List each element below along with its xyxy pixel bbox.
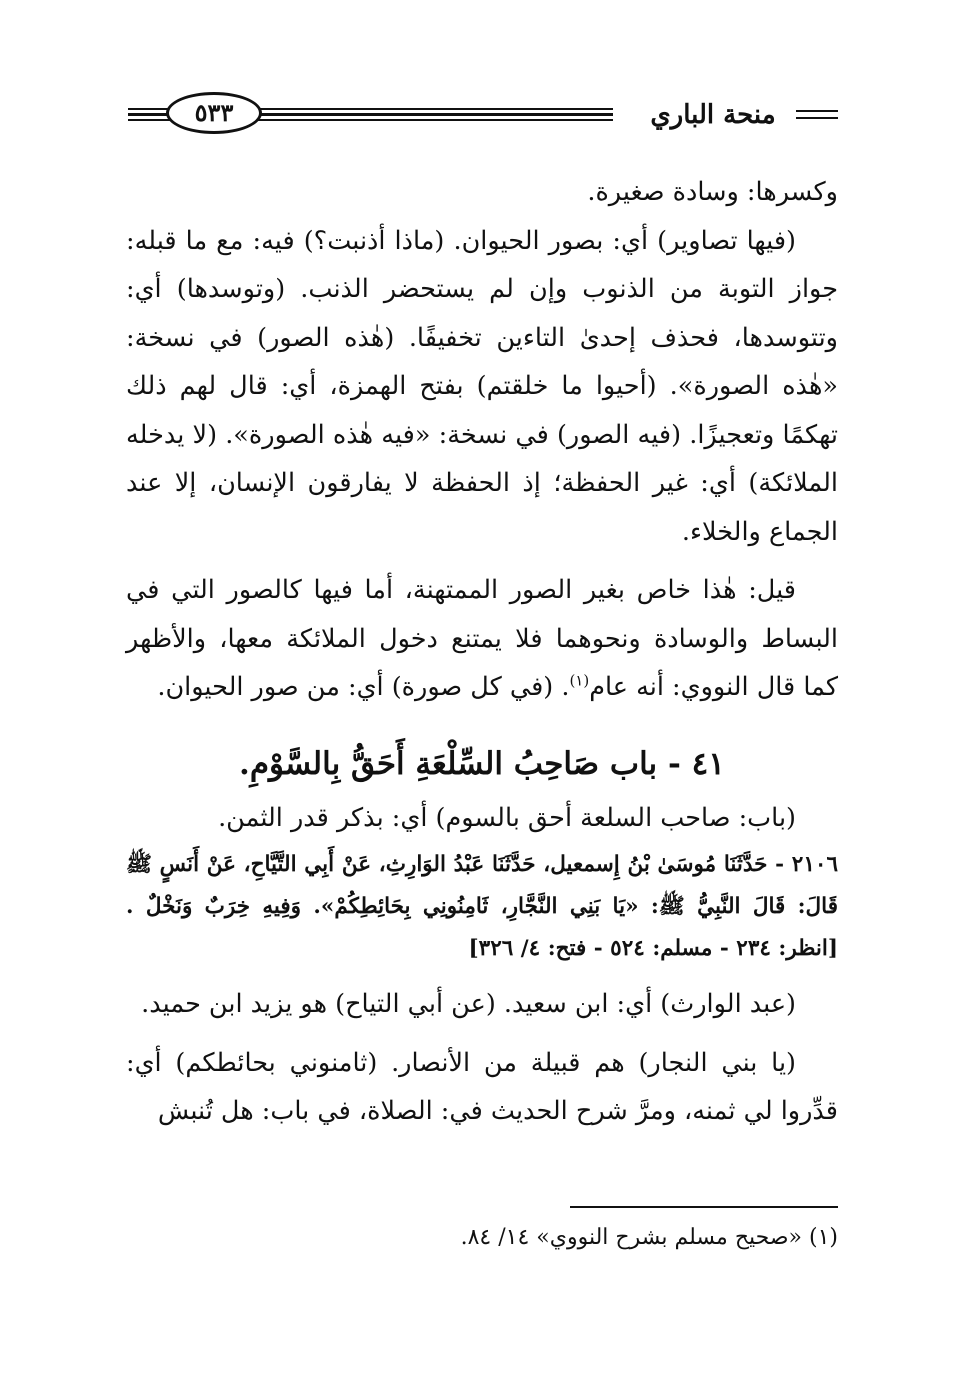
hadith-text: ٢١٠٦ - حَدَّثَنَا مُوسَىٰ بْنُ إِسمعيل، حَدَّثَنَا عَبْدُ الوَارِثِ، عَنْ أَبِي التَّيَّاحِ، عَنْ أَنَسٍ ﷺ قَالَ: قَالَ النَّبِيُّ ﷺ: «يَا بَنِي النَّجَّارِ، ثَامِنُونِي بِحَائِطِكُمْ». وَفِيهِ خِرَبٌ وَنَخْلٌ .[انظر: ٢٣٤ - مسلم: ٥٢٤ - فتح: ٤/ ٣٢٦] [126, 852, 838, 961]
footnote-separator [570, 1206, 838, 1208]
commentary-paragraph: (عبد الوارث) أي: ابن سعيد. (عن أبي التياح) هو يزيد ابن حميد. [141, 989, 796, 1019]
paragraph: قيل: هٰذا خاص بغير الصور الممتهنة، أما فيها كالصور التي في البساط والوسادة ونحوهما فلا يمتنع دخول الملائكة معها، والأظهر كما قال النووي: أنه عام$^{(١)}$. (في كل صورة) أي: من صور الحيوان. [126, 575, 838, 702]
footnote: (١) «صحيح مسلم بشرح النووي» ١٤/ ٨٤. [460, 1225, 838, 1250]
paragraph-text: قيل: هٰذا خاص بغير الصور الممتهنة، أما فيها كالصور التي في البساط والوسادة ونحوهما فلا يمتنع دخول الملائكة معها، والأظهر كما قال النووي: أنه عام [126, 575, 838, 702]
running-title: منحة الباري [650, 100, 776, 130]
paragraph-text: (في كل صورة) أي: من صور الحيوان. [157, 672, 554, 702]
page-number: ٥٣٣ [166, 92, 262, 134]
bab-explanation: (باب: صاحب السلعة أحق بالسوم) أي: بذكر قدر الثمن. [218, 802, 796, 833]
chapter-title: ٤١ - باب صَاحِبُ السِّلْعَةِ أَحَقُّ بِالسَّوْمِ. [239, 745, 725, 782]
paragraph: (فيها تصاوير) أي: بصور الحيوان. (ماذا أذنبت؟) فيه: مع ما قبله: جواز التوبة من الذنوب وإن لم يستحضر الذنب. (وتوسدها) أي: وتتوسدها، فحذف إحدىٰ التاءين تخفيفًا. (هٰذه الصور) في نسخة: «هٰذه الصورة». (أحيوا ما خلقتم) بفتح الهمزة، أي: قال لهم ذلك تهكمًا وتعجيزًا. (فيه الصور) في نسخة: «فيه هٰذه الصورة». (لا يدخله الملائكة) أي: غير الحفظة؛ إذ الحفظة لا يفارقون الإنسان، إلا عند الجماع والخلاء. [126, 225, 838, 547]
footnote-reference: (١) [569, 671, 590, 690]
page-header [128, 92, 838, 136]
page-body [126, 168, 838, 1136]
commentary-paragraph: (يا بني النجار) هم قبيلة من الأنصار. (ثامنوني بحائطكم) أي: قدِّروا لي ثمنه، ومرَّ شرح الحديث في: الصلاة، في باب: هل تُنبش [126, 1047, 838, 1126]
header-rule-right [796, 110, 838, 120]
paragraph: وكسرها: وسادة صغيرة. [587, 177, 838, 207]
